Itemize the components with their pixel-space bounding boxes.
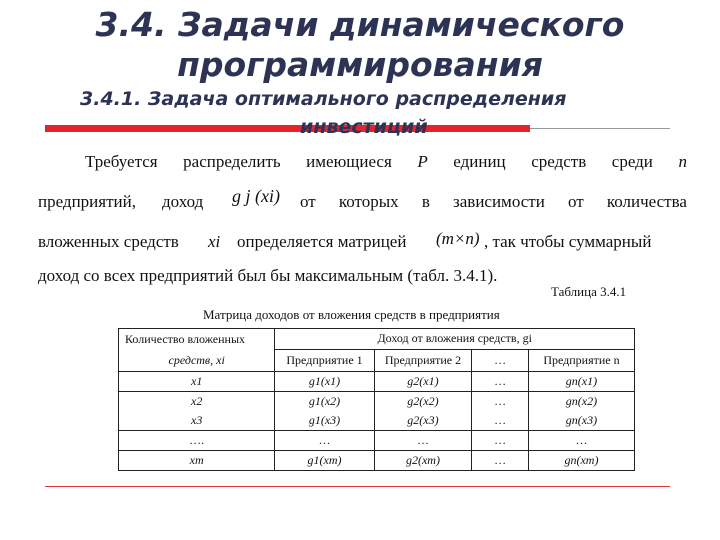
table-caption: Матрица доходов от вложения средств в предприятия: [203, 307, 500, 322]
paragraph-word: среди: [611, 152, 653, 171]
table-cell: x2: [119, 392, 275, 412]
variable-p: P: [417, 152, 428, 171]
slide-title-line-2: программирования: [177, 45, 543, 84]
table-cell: …: [528, 431, 634, 451]
variable-n: n: [678, 152, 687, 171]
column-header: Предприятие n: [528, 349, 634, 372]
accent-bar: [45, 125, 530, 132]
table-cell: …: [472, 431, 529, 451]
column-header: Предприятие 1: [275, 349, 374, 372]
corner-header-bottom: средств, xi: [119, 349, 275, 372]
section-subtitle-line-2: инвестиций: [300, 116, 428, 138]
paragraph-line-3a: вложенных средств: [38, 232, 179, 251]
table-cell: g1(x3): [275, 411, 374, 431]
table-row: [119, 392, 635, 412]
table-cell: …: [472, 372, 529, 392]
section-subtitle-line-1: 3.4.1. Задача оптимального распределения: [80, 88, 567, 110]
paragraph-word: зависимости: [453, 192, 545, 211]
column-header: Предприятие 2: [374, 349, 471, 372]
table-cell: x1: [119, 372, 275, 392]
table-cell: …: [472, 451, 529, 471]
paragraph-word: в: [421, 192, 430, 211]
table-cell: g2(x2): [374, 392, 471, 412]
corner-header-top: Количество вложенных: [119, 329, 275, 350]
formula-m-by-n: (m×n): [436, 229, 480, 248]
slide-title-line-1: 3.4. Задачи динамического: [95, 5, 625, 44]
paragraph-line-2b: доход: [162, 192, 204, 211]
paragraph-line-2a: предприятий,: [38, 192, 136, 211]
table-row: [119, 372, 635, 392]
table-header-row: [119, 349, 635, 372]
paragraph-line-3b: определяется матрицей: [237, 232, 407, 251]
paragraph-line-3c: , так чтобы суммарный: [484, 232, 652, 251]
table-cell: g1(x2): [275, 392, 374, 412]
table-cell: gn(x2): [528, 392, 634, 412]
column-header: …: [472, 349, 529, 372]
paragraph-word: количества: [606, 192, 687, 211]
table-row: [119, 431, 635, 451]
table-cell: x3: [119, 411, 275, 431]
formula-gj-xi: g j (xi): [232, 186, 280, 206]
paragraph-word: имеющиеся: [306, 152, 392, 171]
paragraph-word: распределить: [183, 152, 281, 171]
table-row: [119, 451, 635, 471]
table-cell: ….: [119, 431, 275, 451]
table-cell: gn(x3): [528, 411, 634, 431]
income-matrix-table: [118, 328, 635, 471]
paragraph-line-1: [85, 152, 687, 172]
table-cell: …: [374, 431, 471, 451]
table-header-row: [119, 329, 635, 350]
paragraph-word: от: [567, 192, 584, 211]
table-cell: gn(xm): [528, 451, 634, 471]
table-cell: …: [275, 431, 374, 451]
paragraph-word: средств: [531, 152, 587, 171]
paragraph-word: единиц: [453, 152, 506, 171]
table-row: [119, 411, 635, 431]
table-cell: gn(x1): [528, 372, 634, 392]
table-cell: xm: [119, 451, 275, 471]
table-cell: …: [472, 411, 529, 431]
table-label: Таблица 3.4.1: [551, 284, 627, 299]
variable-xi: xi: [208, 232, 221, 251]
table-cell: g2(xm): [374, 451, 471, 471]
paragraph-word: которых: [338, 192, 399, 211]
paragraph-word: от: [300, 192, 316, 211]
group-header: Доход от вложения средств, gi: [275, 329, 635, 350]
table-cell: g1(x1): [275, 372, 374, 392]
paragraph-line-2c: [300, 192, 687, 212]
paragraph-line-4: доход со всех предприятий был бы максимальным (табл. 3.4.1).: [38, 266, 498, 285]
table-cell: g2(x1): [374, 372, 471, 392]
table-cell: …: [472, 392, 529, 412]
divider-line: [530, 128, 670, 129]
paragraph-word: Требуется: [85, 152, 158, 171]
bottom-divider: [45, 486, 670, 487]
table-cell: g1(xm): [275, 451, 374, 471]
table-cell: g2(x3): [374, 411, 471, 431]
